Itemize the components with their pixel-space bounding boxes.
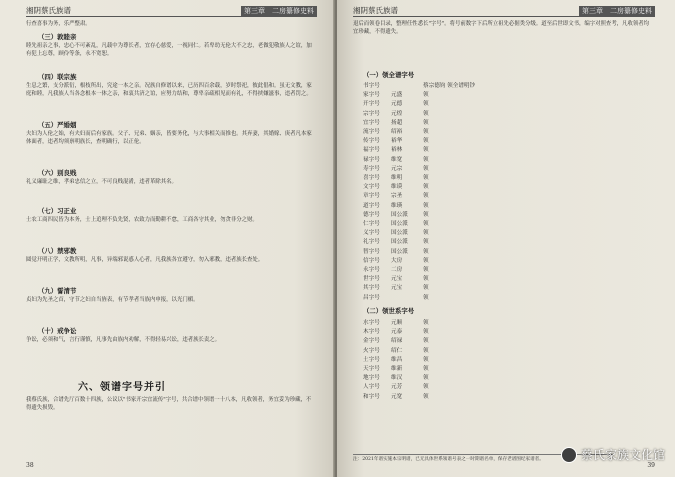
footnote: 注：2021年谱实施本宗明谱，已无具体世系领谱号表之一时期谱名单，保存老谱图纪家谱者。 <box>353 454 613 464</box>
register-note: 领 <box>423 165 429 172</box>
section-title: （九）誓清节 <box>38 287 77 295</box>
register-note: 领 <box>423 329 429 336</box>
register-row <box>363 219 429 228</box>
left-header-chapter: 第三章 二房纂修史料 <box>241 6 317 16</box>
right-page-header <box>353 5 655 17</box>
right-intro: 退后而领卷目录，整理任性悉长"字号"。将号前数字下后所立祖先必据类分级。道至后世即文书，编字对照查考，凡收领者均宜珍藏，不得遗失。 <box>353 21 650 36</box>
register-name: 其字号 <box>363 285 380 292</box>
register-note: 领 <box>423 393 429 400</box>
right-header-title: 湘阴蔡氏族谱 <box>353 6 398 15</box>
register-note: 领 <box>423 267 429 273</box>
register-note: 领 <box>423 356 429 363</box>
register-row <box>363 155 429 164</box>
register-row <box>363 256 429 265</box>
register-row <box>363 90 429 99</box>
register-note: 领 <box>423 338 429 345</box>
register-row <box>363 237 429 246</box>
register-holder: 国公派 <box>391 248 408 255</box>
section-title: （十）戒争讼 <box>38 327 77 335</box>
section-body: 贞妇为先圣之首，守节之妇自当旌表，有节孝者当族内申报，以光门楣。 <box>26 297 199 303</box>
register-note: 领 <box>423 184 429 191</box>
register-name: 宜字号 <box>363 119 380 126</box>
register-name: 义字号 <box>363 230 380 237</box>
register-row <box>363 136 429 145</box>
register-row <box>363 327 429 336</box>
section-body: 夫妇为人伦之始，有夫妇而后有家族。父子、兄弟、姻亲，皆要务化，与大事相关而推也。其弃妻，其婚嫁、庚者凡本家体面者，违者均须禀明族长，查明确行，以正伦。 <box>26 131 312 146</box>
register-holder: 维汉 <box>391 375 403 382</box>
register-holder: 大房 <box>391 257 403 264</box>
register-note: 领 <box>423 175 429 181</box>
register-holder: 绍裕 <box>391 129 403 135</box>
register-note: 领 <box>423 285 429 292</box>
left-header-title: 湘阴蔡氏族谱 <box>26 6 71 15</box>
register-holder: 元宝 <box>391 285 403 292</box>
page-number: 38 <box>26 462 34 469</box>
register-holder: 国公派 <box>391 221 408 227</box>
register-holder: 元宝 <box>391 276 403 283</box>
register-row <box>363 81 475 90</box>
page-number: 39 <box>647 462 655 469</box>
group-title: （二）领世系字号 <box>363 307 415 315</box>
register-name: 人字号 <box>363 384 380 391</box>
register-name: 世字号 <box>363 276 380 283</box>
register-note: 领 <box>423 239 429 246</box>
register-holder: 宗圣 <box>391 193 403 200</box>
register-holder: 裕林 <box>391 147 403 154</box>
register-note: 领 <box>423 129 429 135</box>
register-row <box>363 392 429 401</box>
register-holder: 裕华 <box>391 138 403 145</box>
register-row <box>363 364 429 373</box>
register-name: 智字号 <box>363 248 380 255</box>
register-note: 领 <box>423 101 429 108</box>
register-holder: 维新 <box>391 366 403 372</box>
register-row <box>363 182 429 191</box>
register-row <box>363 283 429 292</box>
register-row <box>363 355 429 364</box>
register-name: 传字号 <box>363 138 380 145</box>
register-name: 开字号 <box>363 101 380 108</box>
register-row <box>363 164 429 173</box>
register-name: 土字号 <box>363 356 380 363</box>
right-header-chapter: 第三章 二房纂修史料 <box>579 6 655 16</box>
register-row <box>363 318 429 327</box>
group-title: （一）领全谱字号 <box>363 71 415 79</box>
register-holder: 维谟 <box>391 184 403 191</box>
register-holder: 国公派 <box>391 211 408 218</box>
register-holder: 元煌 <box>391 110 403 117</box>
section-body: 士农工商四民皆为本务，士上追理不负先贤，农致力而勤耕不怠，工商各守其业，勿贪非分之财。 <box>26 217 258 223</box>
section-title: （四）联宗族 <box>38 73 77 81</box>
register-holder: 维瑛 <box>391 202 403 209</box>
left-page <box>0 0 335 477</box>
register-holder: 元盛 <box>391 92 403 99</box>
register-holder: 二房 <box>391 267 403 273</box>
register-name: 禄字号 <box>363 156 380 163</box>
register-name: 信字号 <box>363 257 380 264</box>
register-row <box>363 265 429 274</box>
register-row <box>363 346 429 355</box>
section-body: 争讼，必须和气，言行谨慎，凡事先由族内劝解，不得轻易兴讼，违者族长责之。 <box>26 337 221 343</box>
register-row <box>363 274 429 283</box>
section-body: 睦先祖亲之事，忠心不可紊乱，凡载中为尊长者，宜存心慈爱，一视同仁。若卑幼无伦大不之忠，老做犯敬族人之谊，加有犯上忘尊，顾伶等条，永不宽恕。 <box>26 43 312 58</box>
register-holder: 维明 <box>391 175 403 181</box>
chapter-title: 六、领谱字号并引 <box>78 382 166 393</box>
register-holder: 国公派 <box>391 230 408 237</box>
register-name: 文字号 <box>363 184 380 191</box>
register-note: 领 <box>423 110 429 117</box>
section-body: 礼义廉耻之维，孝弟忠信之立，不可良贱混淆，违者革除其名。 <box>26 179 177 185</box>
register-holder: 扬超 <box>391 119 403 126</box>
register-note: 领 <box>423 119 429 126</box>
register-name: 福字号 <box>363 147 380 154</box>
register-name: 宗字号 <box>363 110 380 117</box>
register-note: 领 <box>423 230 429 237</box>
section-title: （七）习正业 <box>38 207 77 215</box>
register-row <box>363 382 429 391</box>
register-note: 领 <box>423 193 429 200</box>
register-note: 领 <box>423 92 429 99</box>
register-name: 金字号 <box>363 338 380 345</box>
left-page-header <box>26 5 317 17</box>
register-name: 火字号 <box>363 347 380 354</box>
section-title: （三）敦睦亲 <box>38 33 77 41</box>
register-holder: 维宽 <box>391 156 403 163</box>
register-row <box>363 228 429 237</box>
register-note: 领 <box>423 294 429 301</box>
register-name: 书字号 <box>363 83 380 89</box>
register-note: 领 <box>423 257 429 264</box>
register-row <box>363 99 429 108</box>
register-name: 永字号 <box>363 267 380 273</box>
section-title: （六）别良贱 <box>38 169 77 177</box>
register-row <box>363 336 429 345</box>
register-name: 天字号 <box>363 366 380 372</box>
register-name: 喜字号 <box>363 175 380 181</box>
watermark-text: 蔡氏家族文化馆 <box>580 448 665 462</box>
register-row <box>363 293 429 302</box>
register-note: 领 <box>423 276 429 283</box>
register-name: 家字号 <box>363 92 380 99</box>
register-name: 寿字号 <box>363 165 380 172</box>
right-page <box>337 0 675 477</box>
register-name: 和字号 <box>363 393 380 400</box>
watermark <box>561 446 665 463</box>
section-body: 生息之繁，支分派衍，根枝所出，究途一本之亲。况族自修谱以来，已历四百余载，岁时祭祀，彼此倡和。虽无文教，家庭和睦，凡我族人当各念根本一体之亲，和衷共济之谊，应努力结和，尊卑亲疏相见而有礼，不得挟嫌滋事，违者罚之。 <box>26 83 312 98</box>
register-name: 章字号 <box>363 193 380 200</box>
register-name: 昌字号 <box>363 294 380 301</box>
register-note: 领 <box>423 347 429 354</box>
register-row <box>363 173 429 182</box>
section-title: （五）严婚姻 <box>38 121 77 129</box>
register-note: 蔡宗德钧 领全谱明钞 <box>423 83 476 89</box>
register-row <box>363 373 429 382</box>
register-note: 领 <box>423 248 429 255</box>
register-name: 道字号 <box>363 202 380 209</box>
register-row <box>363 145 429 154</box>
register-row <box>363 210 429 219</box>
register-note: 领 <box>423 202 429 209</box>
register-holder: 元芳 <box>391 384 403 391</box>
register-name: 礼字号 <box>363 239 380 246</box>
register-holder: 元顺 <box>391 320 403 326</box>
register-row <box>363 201 429 210</box>
register-row <box>363 127 429 136</box>
register-holder: 元宽 <box>391 393 403 400</box>
section-body: 圆觉开明正学，文教所明，凡事，异端邪说惑人心者，凡我族各宜遵守，勿入邪教，违者族长查处。 <box>26 257 264 263</box>
register-note: 领 <box>423 138 429 145</box>
register-name: 德字号 <box>363 211 380 218</box>
register-note: 领 <box>423 211 429 218</box>
register-name: 地字号 <box>363 375 380 382</box>
section-title: （八）禁邪教 <box>38 247 77 255</box>
register-note: 领 <box>423 147 429 154</box>
wechat-logo-icon <box>561 447 577 463</box>
register-name: 木字号 <box>363 329 380 336</box>
register-name: 水字号 <box>363 320 380 326</box>
register-name: 流字号 <box>363 129 380 135</box>
register-row <box>363 191 429 200</box>
register-holder: 元宗 <box>391 165 403 172</box>
register-holder: 国公派 <box>391 239 408 246</box>
register-holder: 绍禄 <box>391 338 403 345</box>
register-holder: 维昌 <box>391 356 403 363</box>
register-row <box>363 118 429 127</box>
register-note: 领 <box>423 366 429 372</box>
register-note: 领 <box>423 320 429 326</box>
register-note: 领 <box>423 375 429 382</box>
register-name: 仁字号 <box>363 221 380 227</box>
register-note: 领 <box>423 221 429 227</box>
chapter-intro: 我蔡氏族，合谱先厅百数十四族，公议以"书家开宗宜流传"字号，共合谱中领谱一十八本，凡收领者，务宜妥为珍藏，不得遗失损毁。 <box>26 397 312 412</box>
register-note: 领 <box>423 384 429 391</box>
register-note: 领 <box>423 156 429 163</box>
register-holder: 元德 <box>391 101 403 108</box>
register-holder: 绍仁 <box>391 347 403 354</box>
register-row <box>363 109 429 118</box>
register-row <box>363 247 429 256</box>
left-intro: 行查喜事为务，乐严整肃。 <box>26 21 91 27</box>
register-holder: 元泰 <box>391 329 403 336</box>
